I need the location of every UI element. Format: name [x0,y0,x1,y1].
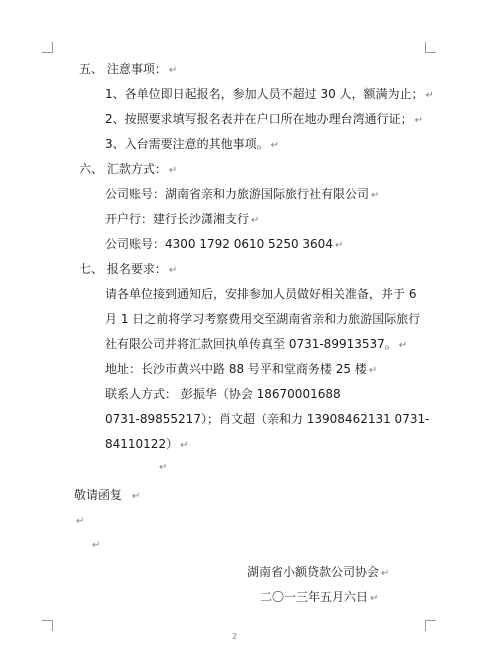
paragraph-mark-icon: ↵ [334,240,344,251]
paragraph-mark-icon: ↵ [270,140,280,151]
requirement-paragraph-line-3: 社有限公司并将汇款回执单传真至 0731-89913537。 ↵ [105,337,408,351]
contact-line-2: 0731-89855217）；肖文超（亲和力 13908462131 0731- [105,412,430,426]
crop-mark-top-left [42,42,53,53]
paragraph-mark-icon: ↵ [425,90,434,101]
paragraph-mark-icon: ↵ [368,365,378,376]
paragraph-mark-icon: ↵ [398,340,408,351]
bank-line: 开户行：建行长沙潇湘支行 ↵ [105,212,260,226]
paragraph-mark-icon: ↵ [371,190,380,201]
closing-line: 敬请函复 ↵ [74,488,141,502]
requirement-paragraph-line-2: 月 1 日之前将学习考察费用交至湖南省亲和力旅游国际旅行 [105,312,421,326]
account-number-line: 公司账号：4300 1792 0610 5250 3604 ↵ [105,237,344,251]
signature-org: 湖南省小额贷款公司协会 ↵ [247,565,390,579]
account-name-line: 公司账号：湖南省亲和力旅游国际旅行社有限公司 ↵ [105,187,380,201]
empty-paragraph-mark-icon: ↵ [92,540,101,551]
paragraph-mark-icon: ↵ [251,215,260,226]
signature-date: 二〇一三年五月六日 ↵ [260,590,379,604]
crop-mark-bottom-right [425,620,436,631]
contact-line-1: 联系人方式： 彭振华（协会 18670001688 [105,387,341,401]
section-5-item-1: 1、各单位即日起报名，参加人员不超过 30 人，额满为止； ↵ [105,87,434,101]
section-5-item-2: 2、按照要求填写报名表并在户口所在地办理台湾通行证； ↵ [105,112,424,126]
paragraph-mark-icon: ↵ [168,165,178,176]
empty-paragraph-mark-icon: ↵ [76,516,85,527]
section-5-heading: 五、 注意事项： ↵ [79,62,178,76]
paragraph-mark-icon: ↵ [132,491,141,502]
requirement-paragraph-line-1: 请各单位接到通知后，安排参加人员做好相关准备，并于 6 [105,287,417,301]
section-6-heading: 六、 汇款方式： ↵ [79,162,178,176]
address-line: 地址：长沙市黄兴中路 88 号平和堂商务楼 25 楼 ↵ [105,362,378,376]
paragraph-mark-icon: ↵ [180,440,189,451]
paragraph-mark-icon: ↵ [168,65,178,76]
page-number: 2 [232,632,238,641]
crop-mark-bottom-left [42,620,53,631]
empty-paragraph-mark-icon: ↵ [159,462,168,473]
paragraph-mark-icon: ↵ [381,568,390,579]
paragraph-mark-icon: ↵ [414,115,424,126]
contact-line-3: 84110122） ↵ [105,437,189,451]
section-7-heading: 七、 报名要求： ↵ [79,262,178,276]
paragraph-mark-icon: ↵ [370,593,379,604]
section-5-item-3: 3、入台需要注意的其他事项。 ↵ [105,137,280,151]
crop-mark-top-right [425,42,436,53]
paragraph-mark-icon: ↵ [168,265,178,276]
